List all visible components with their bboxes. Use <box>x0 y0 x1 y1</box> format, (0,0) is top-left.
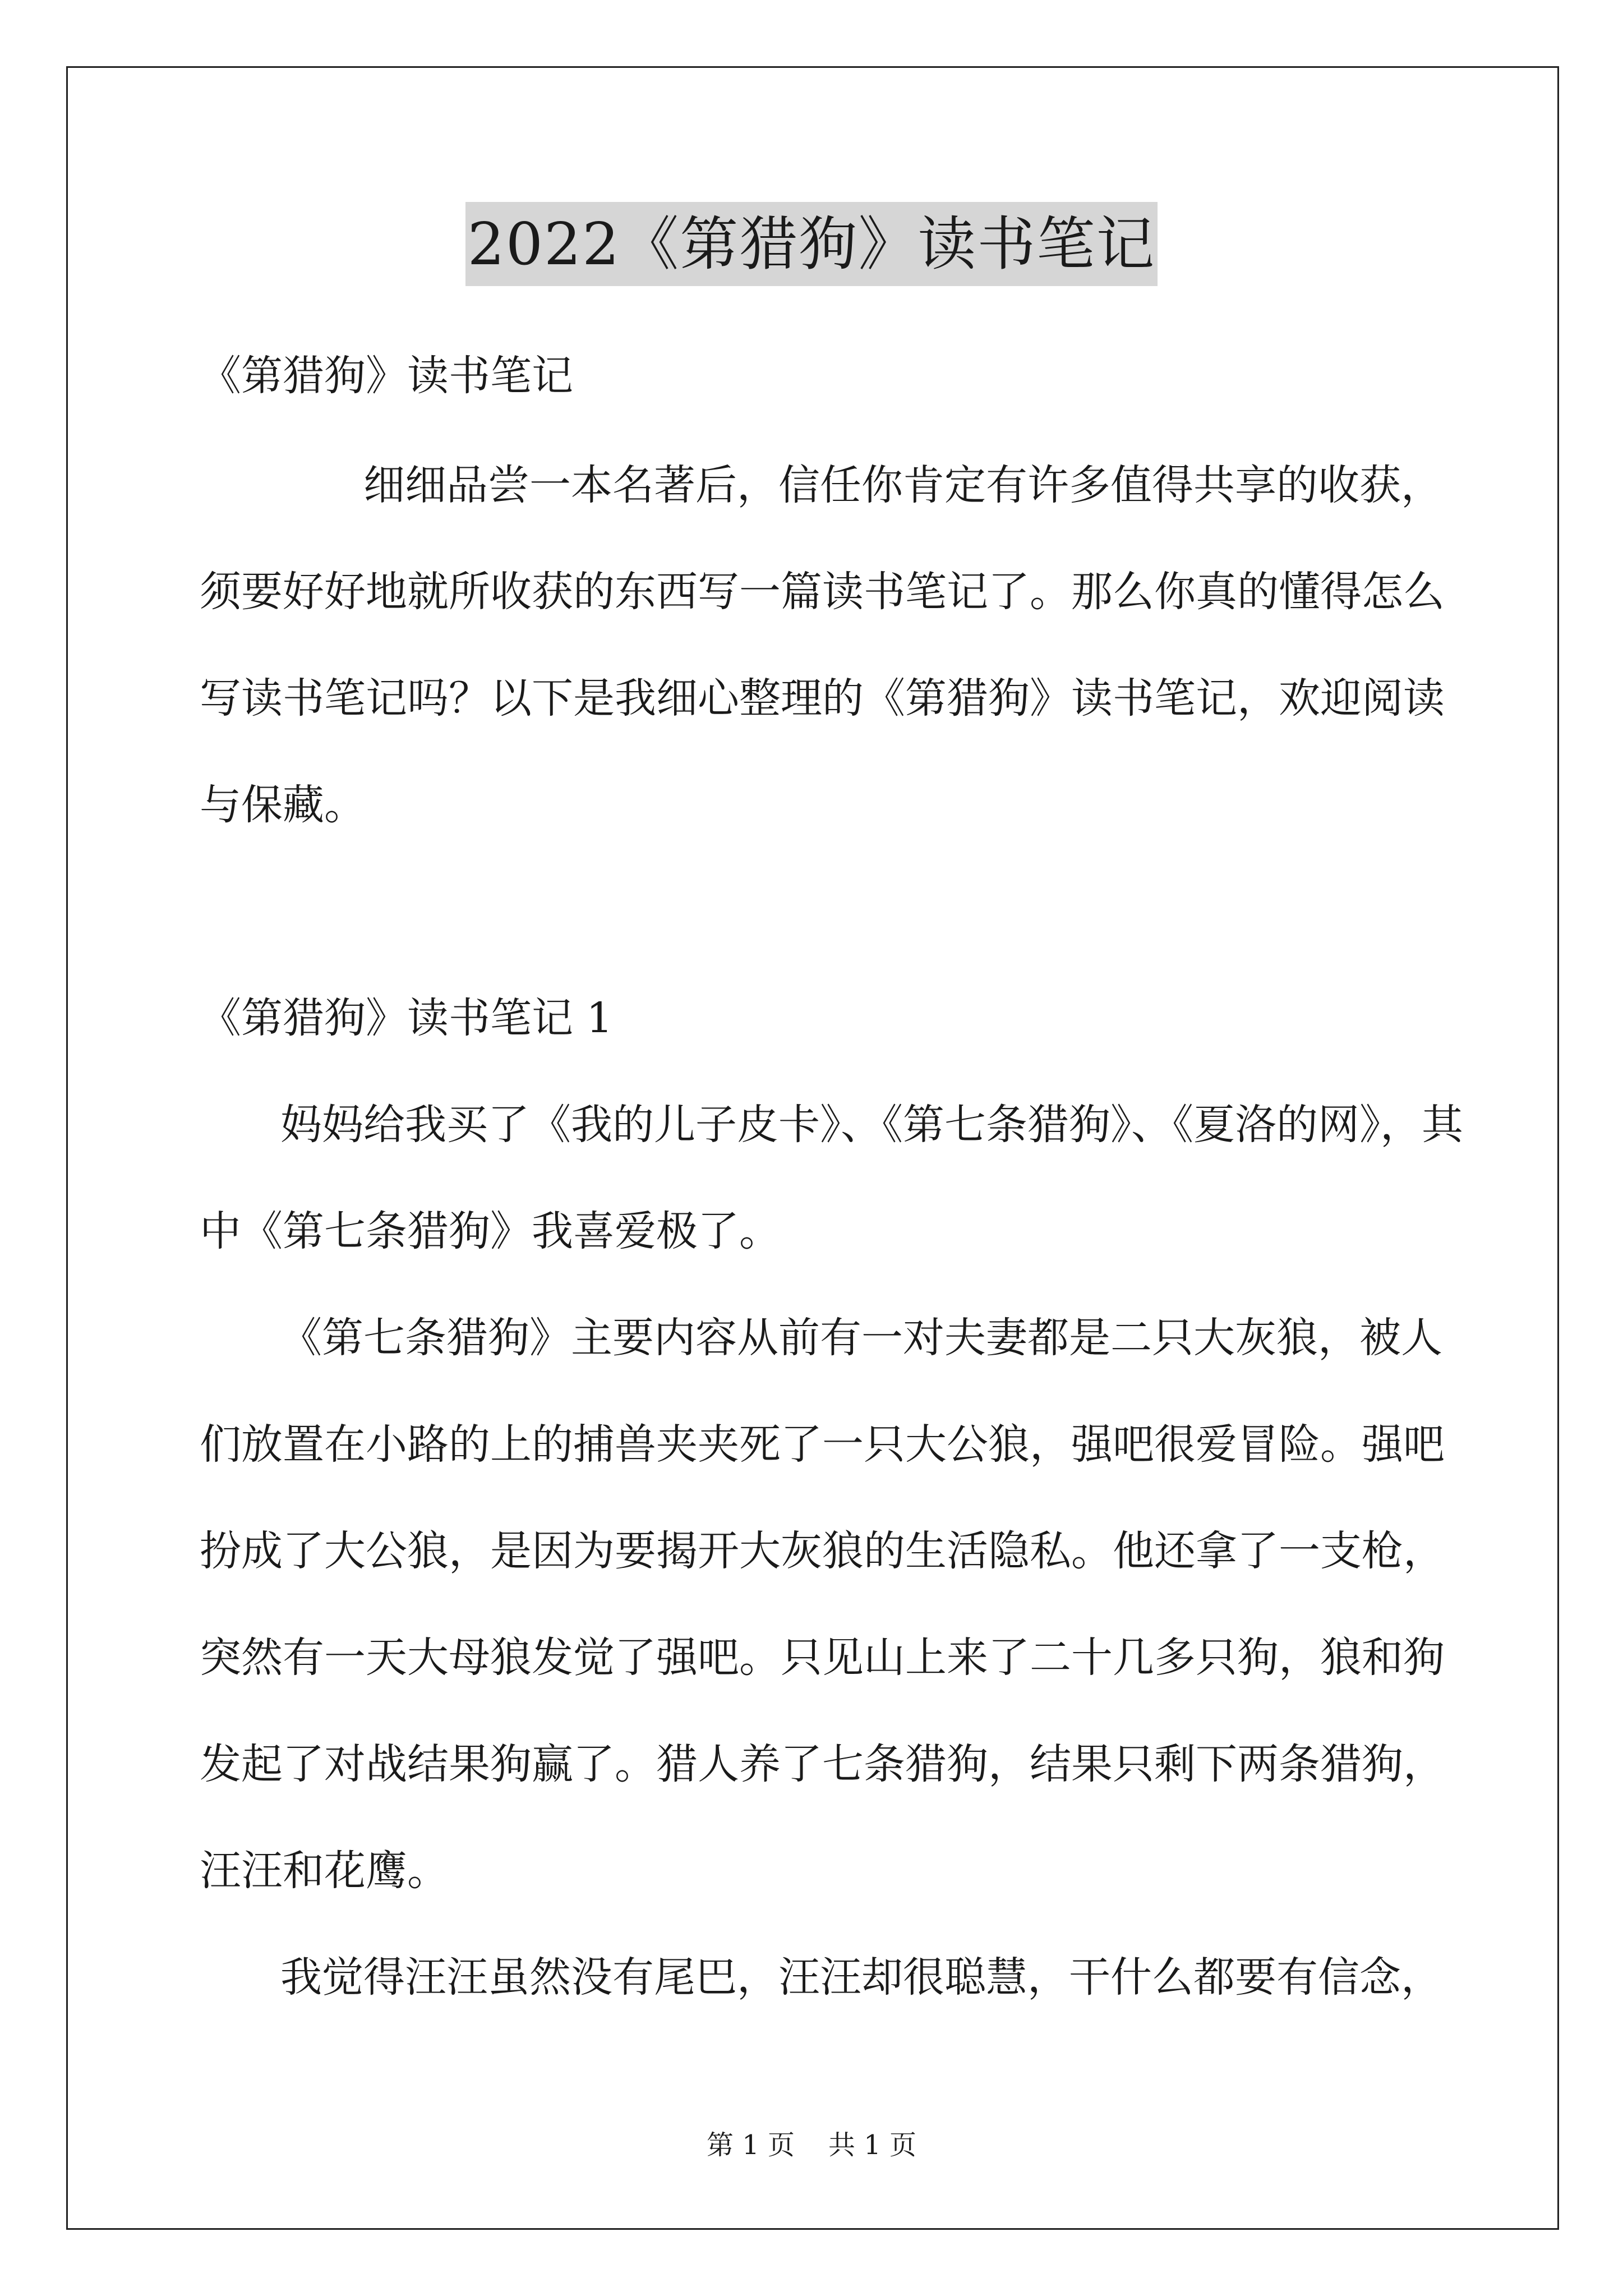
intro-line: 与保藏。 <box>200 781 366 829</box>
section-heading: 《第猎狗》读书笔记 1 <box>200 994 613 1042</box>
paragraph-line: 妈妈给我买了《我的儿子皮卡》、《第七条猎狗》、《夏洛的网》，其 <box>280 1101 1463 1149</box>
paragraph-line: 汪汪和花鹰。 <box>200 1847 449 1895</box>
paragraph-line: 中《第七条猎狗》我喜爱极了。 <box>200 1207 781 1255</box>
paragraph-line: 发起了对战结果狗赢了。猎人养了七条猎狗，结果只剩下两条猎狗， <box>200 1740 1445 1788</box>
paragraph-line: 们放置在小路的上的捕兽夹夹死了一只大公狼，强吧很爱冒险。强吧 <box>200 1420 1445 1469</box>
intro-line: 须要好好地就所收获的东西写一篇读书笔记了。那么你真的懂得怎么 <box>200 568 1445 616</box>
title-container <box>0 202 1623 286</box>
paragraph-line: 突然有一天大母狼发觉了强吧。只见山上来了二十几多只狗，狼和狗 <box>200 1634 1445 1682</box>
subtitle: 《第猎狗》读书笔记 <box>200 352 573 400</box>
paragraph-line: 我觉得汪汪虽然没有尾巴，汪汪却很聪慧，干什么都要有信念， <box>280 1953 1442 2001</box>
document-title: 2022《第猎狗》读书笔记 <box>465 202 1158 286</box>
intro-line: 细细品尝一本名著后，信任你肯定有许多值得共享的收获， <box>363 461 1442 509</box>
page-total: 共 1 页 <box>828 2129 917 2161</box>
paragraph-line: 扮成了大公狼，是因为要揭开大灰狼的生活隐私。他还拿了一支枪， <box>200 1527 1445 1575</box>
page-number: 第 1 页 <box>706 2129 795 2161</box>
page-footer <box>0 2128 1623 2162</box>
paragraph-line: 《第七条猎狗》主要内容从前有一对夫妻都是二只大灰狼，被人 <box>280 1314 1442 1362</box>
intro-line: 写读书笔记吗？以下是我细心整理的《第猎狗》读书笔记，欢迎阅读 <box>200 674 1445 723</box>
